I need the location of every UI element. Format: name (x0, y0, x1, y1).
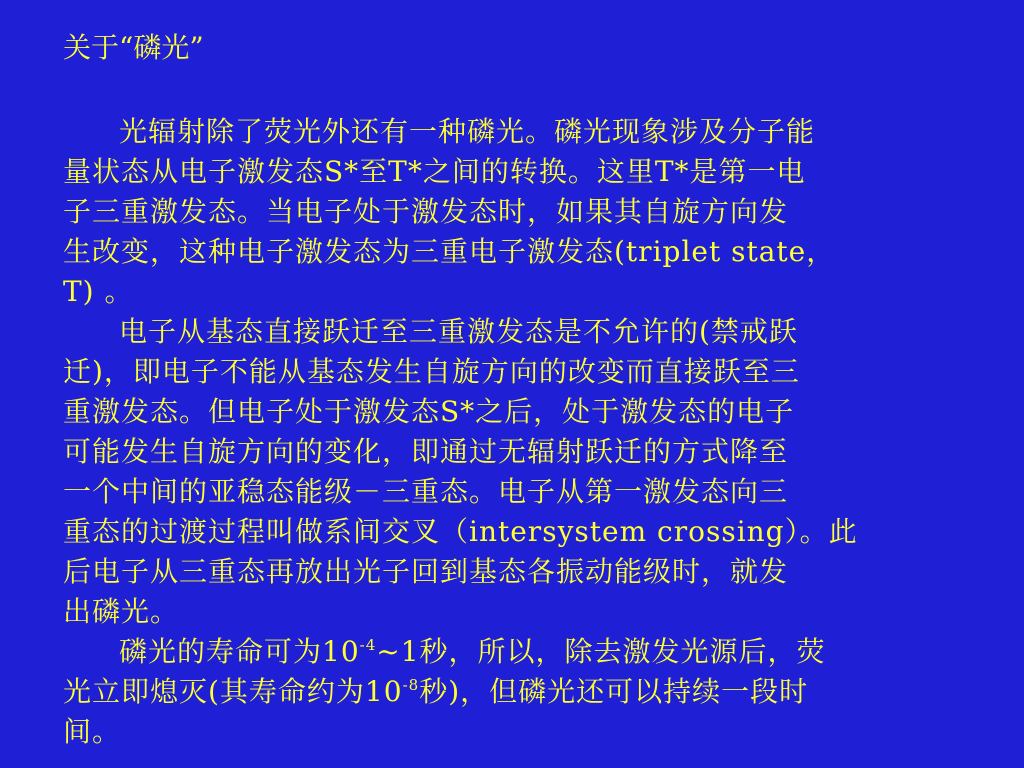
body-line-13: 出磷光。 (63, 595, 180, 628)
body-line-2: 量状态从电子激发态S*至T*之间的转换。这里T*是第一电 (63, 155, 806, 188)
body-line-10: 一个中间的亚稳态能级－三重态。电子从第一激发态向三 (63, 475, 789, 508)
body-line-8: 重激发态。但电子处于激发态S*之后，处于激发态的电子 (63, 395, 795, 428)
body-line-6: 电子从基态直接跃迁至三重激发态是不允许的(禁戒跃 (119, 315, 798, 348)
slide-title: 关于“磷光” (63, 31, 204, 64)
body-line-7: 迁)，即电子不能从基态发生自旋方向的改变而直接跃至三 (63, 355, 800, 388)
body-line-4: 生改变，这种电子激发态为三重电子激发态(triplet state， (63, 235, 836, 268)
body-line-9: 可能发生自旋方向的变化，即通过无辐射跃迁的方式降至 (63, 435, 789, 468)
body-line-15-after: 秒)，但磷光还可以持续一段时 (419, 675, 809, 708)
body-line-12: 后电子从三重态再放出光子回到基态各振动能级时，就发 (63, 555, 789, 588)
body-line-1: 光辐射除了荧光外还有一种磷光。磷光现象涉及分子能 (119, 115, 816, 148)
body-line-16: 间。 (63, 715, 122, 748)
body-line-15 (63, 672, 953, 712)
body-line-5: T) 。 (63, 275, 134, 308)
body-line-3: 子三重激发态。当电子处于激发态时，如果其自旋方向发 (63, 195, 789, 228)
body-line-14 (63, 632, 953, 672)
slide-body (63, 112, 953, 752)
body-line-15-before: 光立即熄灭(其寿命约为10 (63, 675, 403, 708)
body-line-14-before: 磷光的寿命可为10 (119, 635, 360, 668)
body-line-14-after: ~1秒，所以，除去激发光源后，荧 (376, 635, 826, 668)
body-line-11: 重态的过渡过程叫做系间交叉（intersystem crossing）。此 (63, 515, 858, 548)
exponent-minus-4: -4 (359, 636, 377, 654)
exponent-minus-8: -8 (402, 676, 420, 694)
